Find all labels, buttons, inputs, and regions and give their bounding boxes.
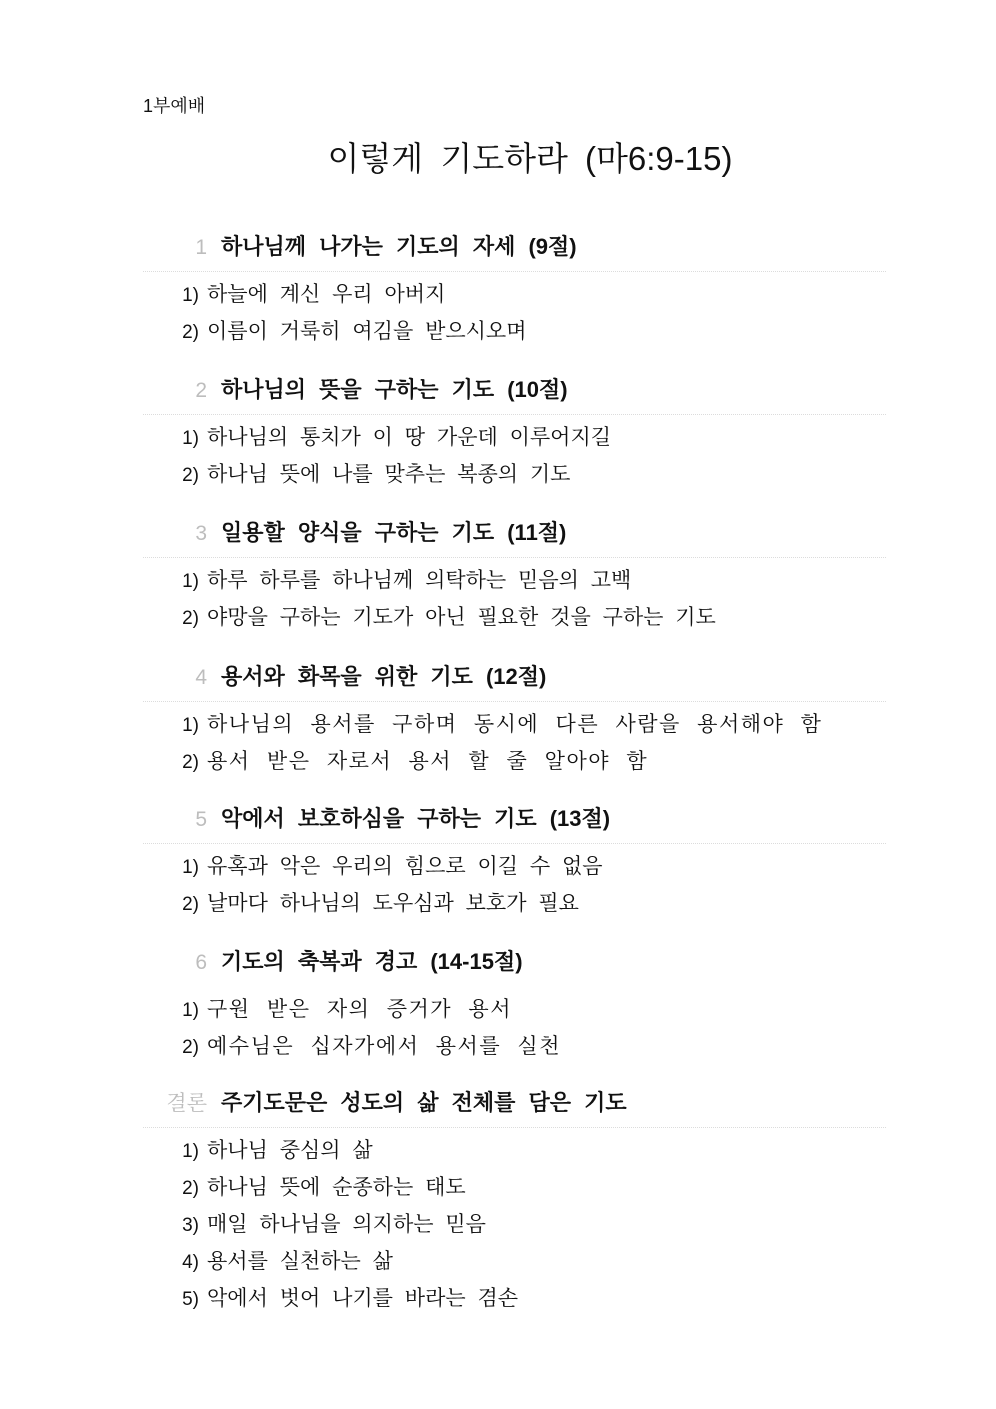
section-heading xyxy=(143,516,886,558)
section-title: 악에서 보호하심을 구하는 기도 (13절) xyxy=(221,806,611,831)
section-2 xyxy=(143,373,886,493)
item-number: 1) xyxy=(182,857,199,878)
item-number: 2) xyxy=(182,1037,199,1058)
section-4 xyxy=(143,660,886,780)
item-number: 1) xyxy=(182,1141,199,1162)
item-text: 하나님 뜻에 순종하는 태도 xyxy=(207,1176,466,1199)
item-number: 1) xyxy=(182,571,199,592)
section-items xyxy=(143,562,886,636)
service-label: 1부예배 xyxy=(143,96,206,116)
item-text: 하늘에 계신 우리 아버지 xyxy=(207,283,446,306)
section-heading xyxy=(143,230,886,272)
section-items xyxy=(143,276,886,350)
list-item xyxy=(143,1280,886,1317)
list-item xyxy=(143,1132,886,1169)
list-item xyxy=(143,991,886,1028)
list-item xyxy=(143,562,886,599)
list-item xyxy=(143,848,886,885)
list-item xyxy=(143,276,886,313)
section-title: 기도의 축복과 경고 (14-15절) xyxy=(221,949,523,974)
section-number: 4 xyxy=(195,666,207,689)
item-text: 하나님 뜻에 나를 맞추는 복종의 기도 xyxy=(207,463,571,486)
item-text: 하나님의 용서를 구하며 동시에 다른 사람을 용서해야 함 xyxy=(207,713,823,736)
section-title: 주기도문은 성도의 삶 전체를 담은 기도 xyxy=(221,1090,627,1115)
section-items xyxy=(143,991,886,1065)
section-heading xyxy=(143,660,886,702)
section-heading xyxy=(143,373,886,415)
list-item xyxy=(143,706,886,743)
section-number: 3 xyxy=(195,522,207,545)
list-item xyxy=(143,419,886,456)
section-items xyxy=(143,419,886,493)
item-number: 2) xyxy=(182,322,199,343)
item-number: 1) xyxy=(182,1000,199,1021)
section-title: 일용할 양식을 구하는 기도 (11절) xyxy=(221,520,567,545)
item-text: 예수님은 십자가에서 용서를 실천 xyxy=(207,1035,562,1058)
list-item xyxy=(143,1206,886,1243)
page-title: 이렇게 기도하라 (마6:9-15) xyxy=(327,140,733,177)
section-title: 용서와 화목을 위한 기도 (12절) xyxy=(221,664,547,689)
item-text: 용서 받은 자로서 용서 할 줄 알아야 함 xyxy=(207,750,649,773)
section-number: 2 xyxy=(195,379,207,402)
list-item xyxy=(143,885,886,922)
section-1 xyxy=(143,230,886,350)
item-text: 야망을 구하는 기도가 아닌 필요한 것을 구하는 기도 xyxy=(207,606,716,629)
section-number: 결론 xyxy=(166,1092,207,1115)
section-heading xyxy=(143,945,886,987)
item-text: 하나님의 통치가 이 땅 가운데 이루어지길 xyxy=(207,426,612,449)
section-6 xyxy=(143,945,886,1065)
section-3 xyxy=(143,516,886,636)
item-number: 2) xyxy=(182,894,199,915)
list-item xyxy=(143,743,886,780)
item-number: 2) xyxy=(182,608,199,629)
section-heading xyxy=(143,802,886,844)
section-number: 5 xyxy=(195,808,207,831)
item-number: 2) xyxy=(182,752,199,773)
item-number: 1) xyxy=(182,285,199,306)
section-number: 6 xyxy=(195,951,207,974)
item-text: 하나님 중심의 삶 xyxy=(207,1139,373,1162)
item-number: 2) xyxy=(182,1178,199,1199)
item-text: 악에서 벗어 나기를 바라는 겸손 xyxy=(207,1287,519,1310)
item-text: 유혹과 악은 우리의 힘으로 이길 수 없음 xyxy=(207,855,603,878)
section-items xyxy=(143,1132,886,1317)
item-number: 4) xyxy=(182,1252,199,1273)
section-title: 하나님의 뜻을 구하는 기도 (10절) xyxy=(221,377,568,402)
section-title: 하나님께 나가는 기도의 자세 (9절) xyxy=(221,234,577,259)
section-5 xyxy=(143,802,886,922)
item-number: 3) xyxy=(182,1215,199,1236)
section-conclusion xyxy=(143,1086,886,1317)
item-number: 5) xyxy=(182,1289,199,1310)
list-item xyxy=(143,313,886,350)
section-number: 1 xyxy=(195,236,207,259)
section-items xyxy=(143,706,886,780)
item-text: 하루 하루를 하나님께 의탁하는 믿음의 고백 xyxy=(207,569,632,592)
section-heading xyxy=(143,1086,886,1128)
list-item xyxy=(143,456,886,493)
item-text: 구원 받은 자의 증거가 용서 xyxy=(207,998,512,1021)
item-text: 용서를 실천하는 삶 xyxy=(207,1250,393,1273)
list-item xyxy=(143,1169,886,1206)
section-items xyxy=(143,848,886,922)
item-number: 2) xyxy=(182,465,199,486)
list-item xyxy=(143,1243,886,1280)
list-item xyxy=(143,599,886,636)
list-item xyxy=(143,1028,886,1065)
item-text: 날마다 하나님의 도우심과 보호가 필요 xyxy=(207,892,579,915)
item-number: 1) xyxy=(182,428,199,449)
item-number: 1) xyxy=(182,715,199,736)
item-text: 이름이 거룩히 여김을 받으시오며 xyxy=(207,320,527,343)
item-text: 매일 하나님을 의지하는 믿음 xyxy=(207,1213,486,1236)
